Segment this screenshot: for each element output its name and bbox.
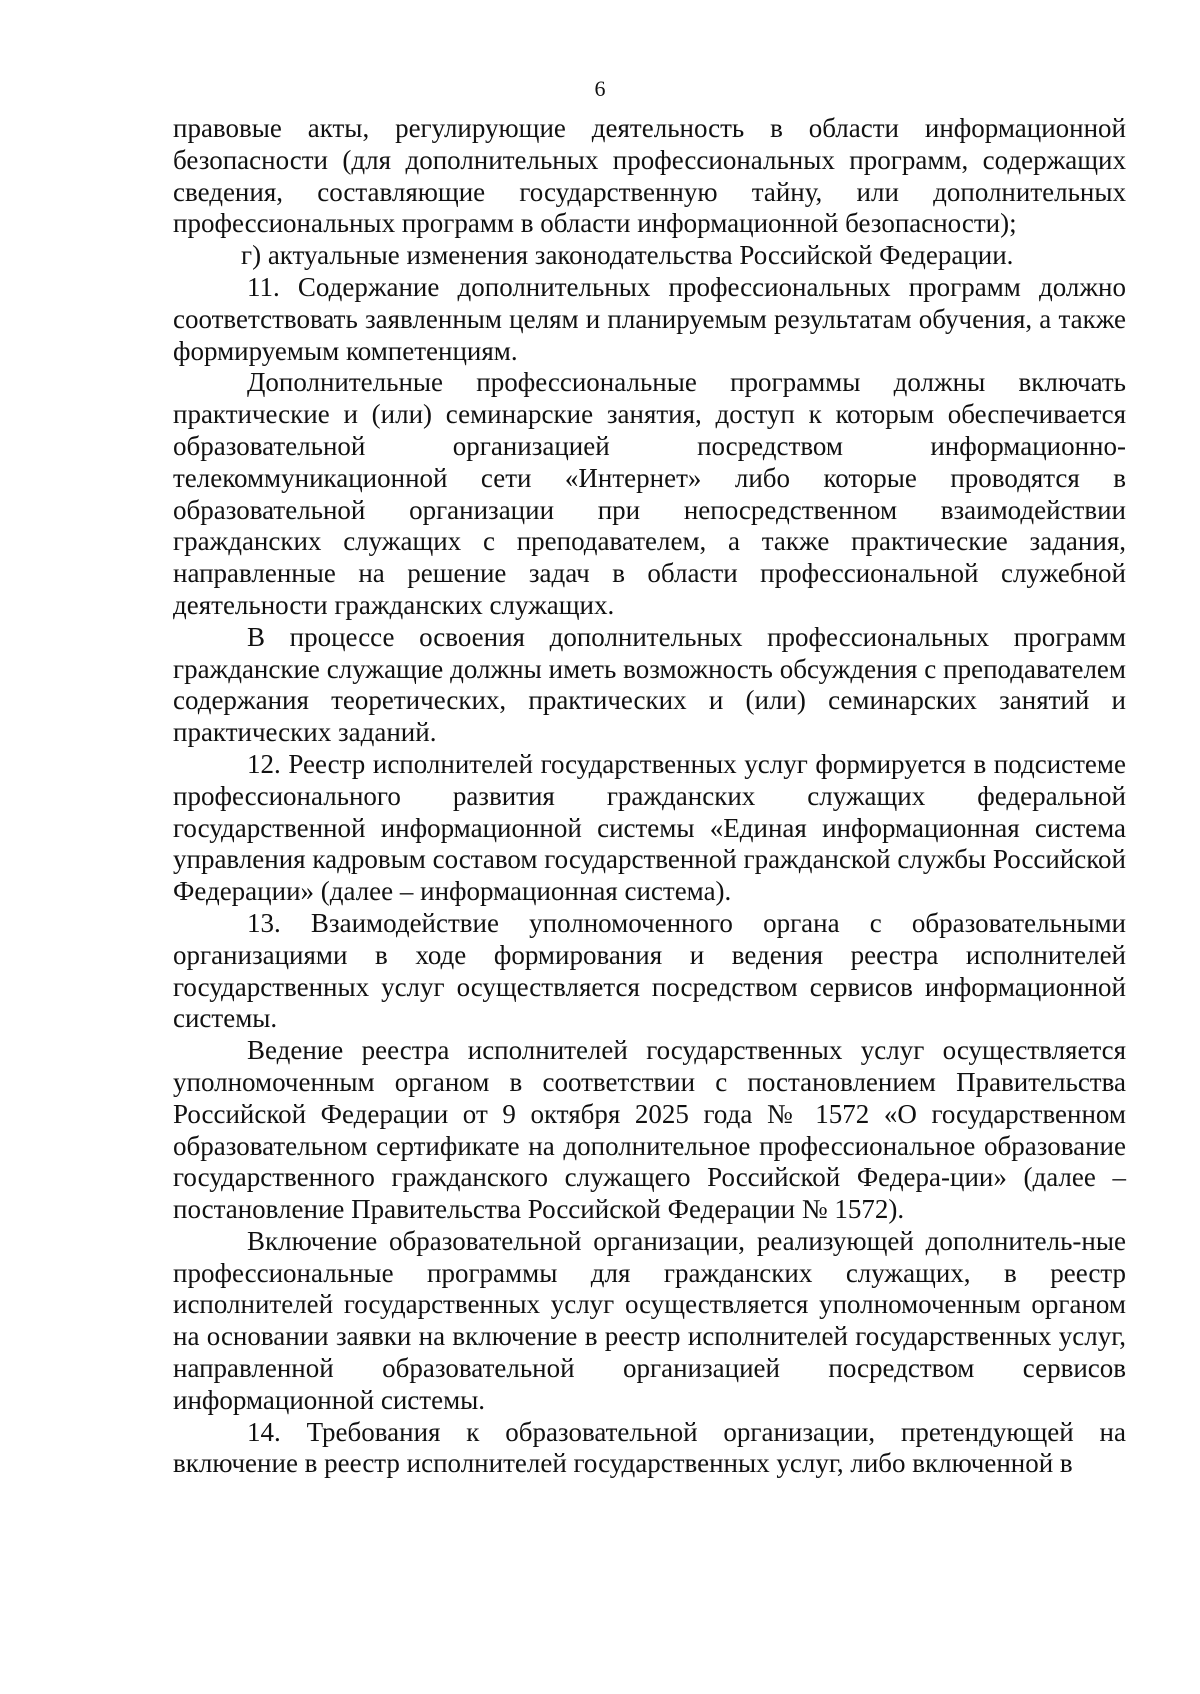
paragraph-item-11: 11. Содержание дополнительных профессиональных программ должно соответствовать заявленным целям и планируемым результатам обучения, а также формируемым компетенциям. — [173, 271, 1126, 366]
paragraph-subitem-g: г) актуальные изменения законодательства Российской Федерации. — [241, 240, 1014, 271]
paragraph-item-13: 13. Взаимодействие уполномоченного органа с образовательными организациями в ходе формирования и ведения реестра исполнителей государственных услуг осуществляется посредством сервисов информационной системы. — [173, 907, 1126, 1034]
page-number: 6 — [594, 76, 606, 101]
paragraph-continuation: правовые акты, регулирующие деятельность в области информационной безопасности (для дополнительных профессиональных программ, содержащих сведения, составляющие государственную тайну, или дополнительных профессиональных программ в области информационной безопасности); — [173, 113, 1126, 239]
paragraph-item-14: 14. Требования к образовательной организации, претендующей на включение в реестр исполнителей государственных услуг, либо включенной в — [173, 1416, 1126, 1479]
paragraph-registry-inclusion: Включение образовательной организации, реализующей дополнитель-ные профессиональные программы для гражданских служащих, в реестр исполнителей государственных услуг осуществляется уполномоченным органом на основании заявки на включение в реестр исполнителей государственных услуг, направленной образовательной организацией посредством сервисов информационной системы. — [173, 1225, 1126, 1415]
paragraph-discussion: В процессе освоения дополнительных профессиональных программ гражданские служащие должны иметь возможность обсуждения с преподавателем содержания теоретических, практических и (или) семинарских занятий и практических заданий. — [173, 621, 1126, 748]
paragraph-item-12: 12. Реестр исполнителей государственных услуг формируется в подсистеме профессионального развития гражданских служащих федеральной государственной информационной системы «Единая информационная система управления кадровым составом государственной гражданской службы Российской Федерации» (далее – информационная система). — [173, 748, 1126, 907]
paragraph-registry-maintenance: Ведение реестра исполнителей государственных услуг осуществляется уполномоченным органом в соответствии с постановлением Правительства Российской Федерации от 9 октября 2025 года № 1572 «О государственном образовательном сертификате на дополнительное профессиональное образование государственного гражданского служащего Российской Федера-ции» (далее – постановление Правительства Российской Федерации № 1572). — [173, 1035, 1126, 1225]
document-body — [173, 113, 1126, 1480]
paragraph-practical-classes: Дополнительные профессиональные программы должны включать практические и (или) семинарские занятия, доступ к которым обеспечивается образовательной организацией посредством информационно-телекоммуникационной сети «Интернет» либо которые проводятся в образовательной организации при непосредственном взаимодействии гражданских служащих с преподавателем, а также практические задания, направленные на решение задач в области профессиональной служебной деятельности гражданских служащих. — [173, 367, 1126, 620]
